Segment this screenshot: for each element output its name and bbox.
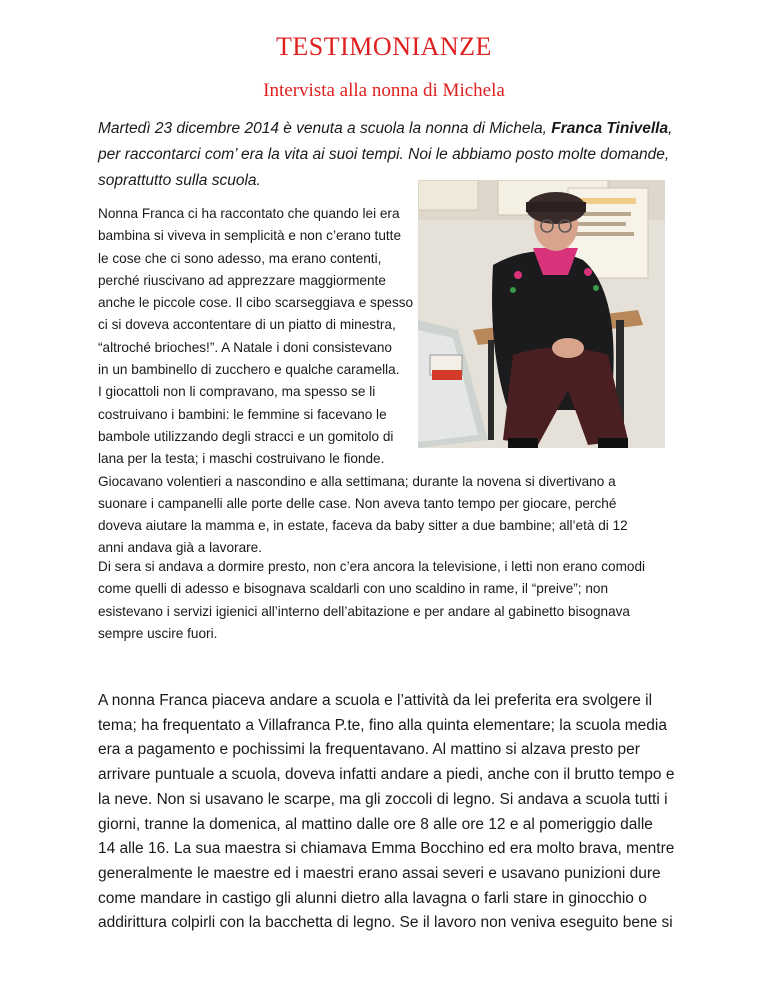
text-line: la neve. Non si usavano le scarpe, ma gli zoccoli di legno. Si andava a scuola tutti i <box>98 790 668 808</box>
page-title: TESTIMONIANZE <box>276 32 492 61</box>
text-line: come quelli di adesso e bisognava scaldarli con uno scaldino in rame, il “preive”; non <box>98 581 609 597</box>
text-line: Giocavano volentieri a nascondino e alla settimana; durante la novena si divertivano a <box>98 473 616 489</box>
text-line: sempre uscire fuori. <box>98 625 218 641</box>
text-line: tema; ha frequentato a Villafranca P.te, fino alla quinta elementare; la scuola media <box>98 716 667 734</box>
text-line: I giocattoli non li compravano, ma spesso se li <box>98 384 376 400</box>
intro-text: Martedì 23 dicembre 2014 è venuta a scuola la nonna di Michela, <box>98 120 552 137</box>
text-line: 14 alle 16. La sua maestra si chiamava Emma Bocchino ed era molto brava, mentre <box>98 840 675 858</box>
text-line: Di sera si andava a dormire presto, non c’era ancora la televisione, i letti non erano comodi <box>98 559 646 574</box>
text-line: giorni, tranne la domenica, al mattino dalle ore 8 alle ore 12 e al pomeriggio dalle <box>98 815 653 833</box>
text-line: le cose che ci sono adesso, ma erano contenti, <box>98 250 382 266</box>
text-line: esistevano i servizi igienici all’interno dell’abitazione e per andare al gabinetto bisognava <box>98 603 630 619</box>
text-line: A nonna Franca piaceva andare a scuola e l’attività da lei preferita era svolgere il <box>98 692 653 709</box>
page-subtitle: Intervista alla nonna di Michela <box>263 80 505 101</box>
text-line: era a pagamento e pochissimi la frequentavano. Al mattino si alzava presto per <box>98 741 640 759</box>
text-line: doveva aiutare la mamma e, in estate, faceva da baby sitter a due bambine; all’età di 12 <box>98 518 628 534</box>
text-line: anche le piccole cose. Il cibo scarseggiava e spesso <box>98 295 414 311</box>
intro-punct: , <box>668 120 673 137</box>
text-line: bambina si viveva in semplicità e non c’erano tutte <box>98 228 401 244</box>
text-line: costruivano i bambini: le femmine si facevano le <box>98 406 387 422</box>
text-line: suonare i campanelli alle porte delle case. Non aveva tanto tempo per giocare, perché <box>98 495 617 511</box>
text-line: arrivare puntuale a scuola, doveva infatti andare a piedi, anche con il brutto tempo e <box>98 766 675 784</box>
interviewee-name: Franca Tinivella <box>551 120 669 137</box>
text-line: ci si doveva accontentare di un piatto di minestra, <box>98 317 396 333</box>
text-line: “altroché brioches!”. A Natale i doni consistevano <box>98 339 392 355</box>
paragraph-childhood <box>98 203 678 560</box>
text-line: in un bambinello di zucchero e qualche caramella. <box>98 362 400 378</box>
paragraph-school <box>98 689 678 936</box>
text-line: bambole utilizzando degli stracci e un gomitolo di <box>98 428 394 444</box>
text-line: come mandare in castigo gli alunni dietro alla lavagna o farli stare in ginocchio o <box>98 889 647 907</box>
text-line: generalmente le maestre ed i maestri erano assai severi e usavano punizioni dure <box>98 864 661 882</box>
intro-line: soprattutto sulla scuola. <box>98 172 261 189</box>
paragraph-evenings <box>98 556 678 645</box>
text-line: lana per la testa; i maschi costruivano le fionde. <box>98 451 385 467</box>
text-line: perché riuscivano ad apprezzare maggiormente <box>98 272 386 288</box>
text-line: addirittura colpirli con la bacchetta di legno. Se il lavoro non veniva eseguito bene si <box>98 914 673 932</box>
intro-line: per raccontarci com’ era la vita ai suoi tempi. Noi le abbiamo posto molte domande, <box>98 146 670 163</box>
text-line: anni andava già a lavorare. <box>98 540 262 556</box>
text-line: Nonna Franca ci ha raccontato che quando lei era <box>98 206 400 221</box>
